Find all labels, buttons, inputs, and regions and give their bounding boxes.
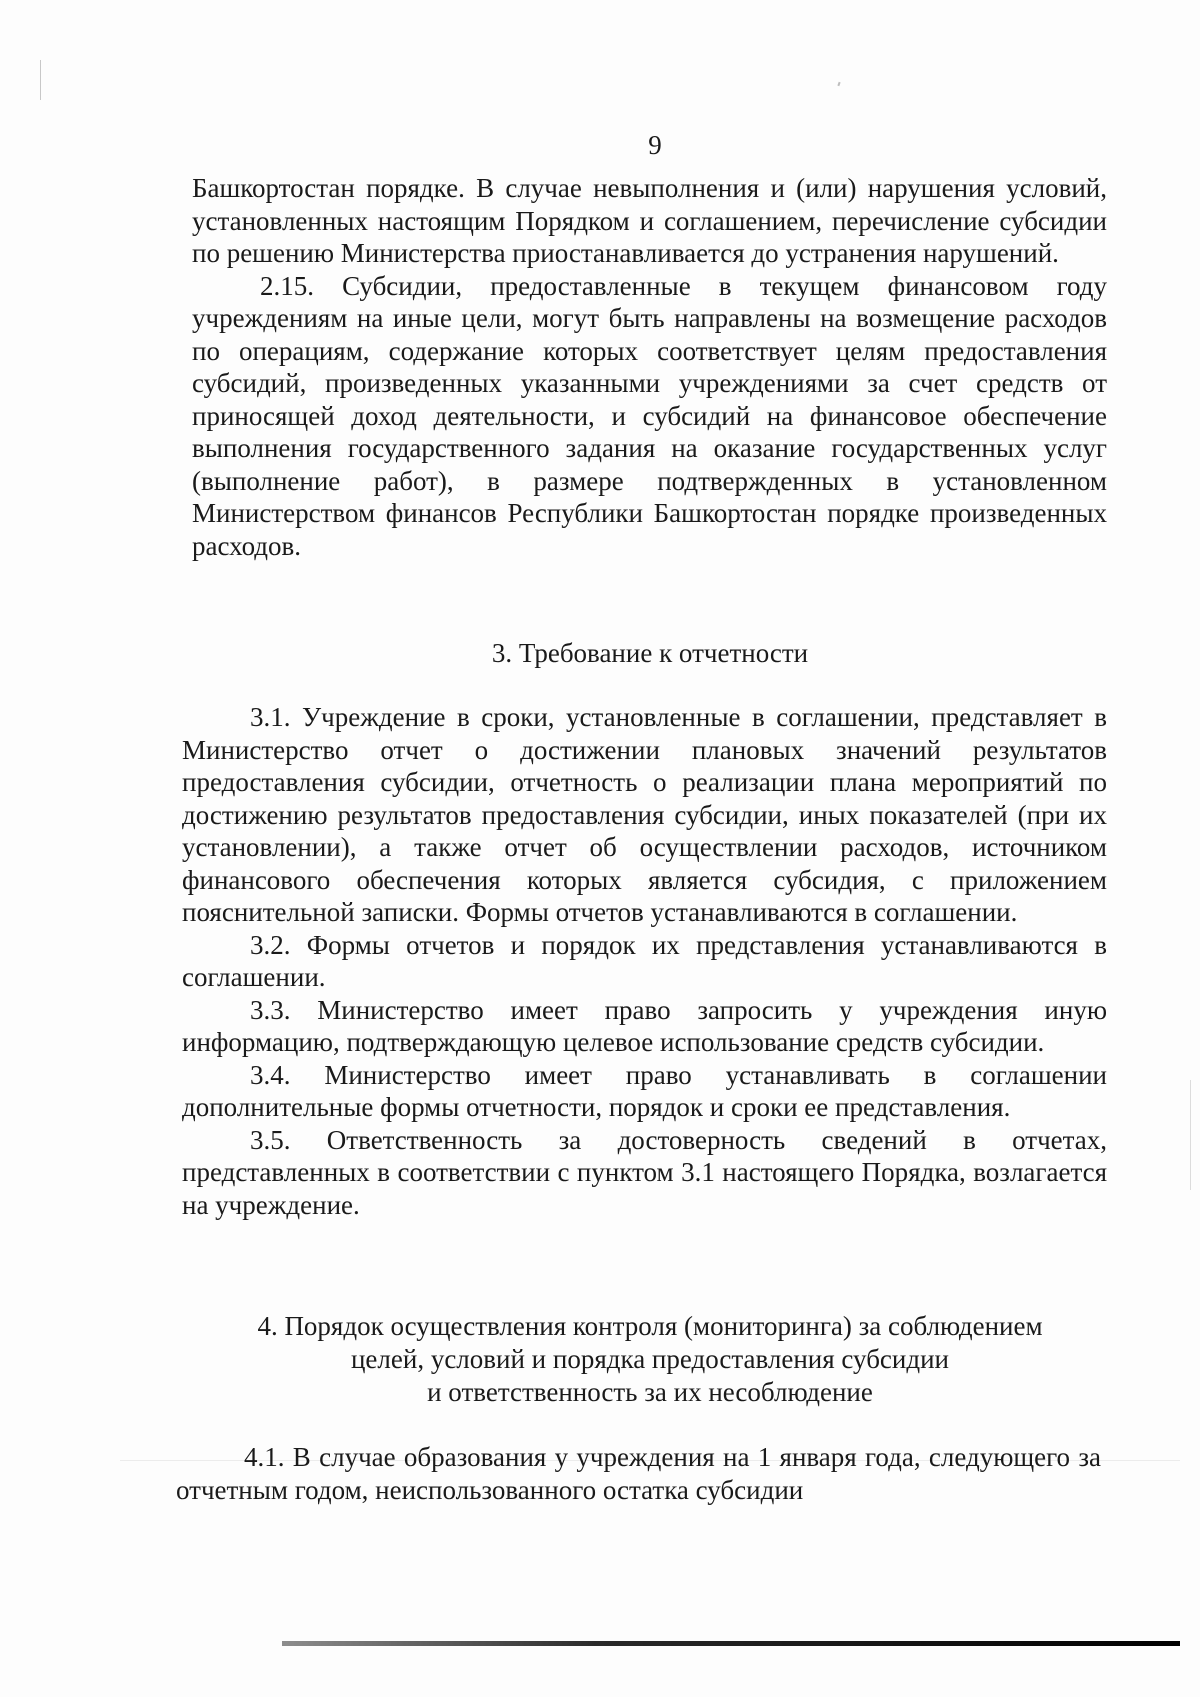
paragraph-4-1: 4.1. В случае образования у учреждения на 1 января года, следующего за отчетным годом, неиспользованного остатка субсидии (176, 1442, 1101, 1505)
paragraph: Башкортостан порядке. В случае невыполнения и (или) нарушения условий, установленных настоящим Порядком и соглашением, перечисление субсидии по решению Министерства приостанавливается до устранения нарушений. (192, 173, 1107, 268)
section-4-text-block (176, 1441, 1101, 1506)
paragraph-3-3: 3.3. Министерство имеет право запросить у учреждения иную информацию, подтверждающую целевое использование средств субсидии. (182, 994, 1107, 1057)
paragraph-3-5: 3.5. Ответственность за достоверность сведений в отчетах, представленных в соответствии с пунктом 3.1 настоящего Порядка, возлагается на учреждение. (182, 1124, 1107, 1220)
scan-artifact (1190, 1080, 1191, 1190)
section-4-heading-line: 4. Порядок осуществления контроля (мониторинга) за соблюдением (257, 1311, 1043, 1341)
section-4-heading-line: целей, условий и порядка предоставления субсидии (350, 1344, 950, 1374)
paragraph-3-2: 3.2. Формы отчетов и порядок их представления устанавливаются в соглашении. (182, 929, 1107, 992)
paragraph-2-15: 2.15. Субсидии, предоставленные в текущем финансовом году учреждениям на иные цели, могут быть направлены на возмещение расходов по операциям, содержание которых соответствует целям предоставления субсидий, произведенных указанными учреждениями за счет средств от приносящей доход деятельности, и субсидий на финансовое обеспечение выполнения государственного задания на оказание государственных услуг (выполнение работ), в размере подтвержденных в установленном Министерством финансов Республики Башкортостан порядке произведенных расходов. (192, 270, 1107, 561)
bottom-rule (282, 1641, 1180, 1646)
page-number: 9 (648, 130, 662, 160)
paragraph-3-4: 3.4. Министерство имеет право устанавливать в соглашении дополнительные формы отчетности, порядок и сроки ее представления. (182, 1059, 1107, 1122)
section-3-text-block (182, 701, 1107, 1221)
section-4-heading-line: и ответственность за их несоблюдение (427, 1377, 873, 1407)
paragraph-3-1: 3.1. Учреждение в сроки, установленные в соглашении, представляет в Министерство отчет о достижении плановых значений результатов предоставления субсидии, отчетность о реализации плана мероприятий по достижению результатов предоставления субсидии, иных показателей (при их установлении), а также отчет об осуществлении расходов, источником финансового обеспечения которых является субсидия, с приложением пояснительной записки. Формы отчетов устанавливаются в соглашении. (182, 702, 1107, 927)
scan-artifact (837, 82, 840, 86)
section-3-heading: 3. Требование к отчетности (491, 638, 809, 668)
scan-artifact (40, 60, 41, 100)
section-4-heading (180, 1310, 1120, 1409)
top-text-block (192, 172, 1107, 562)
